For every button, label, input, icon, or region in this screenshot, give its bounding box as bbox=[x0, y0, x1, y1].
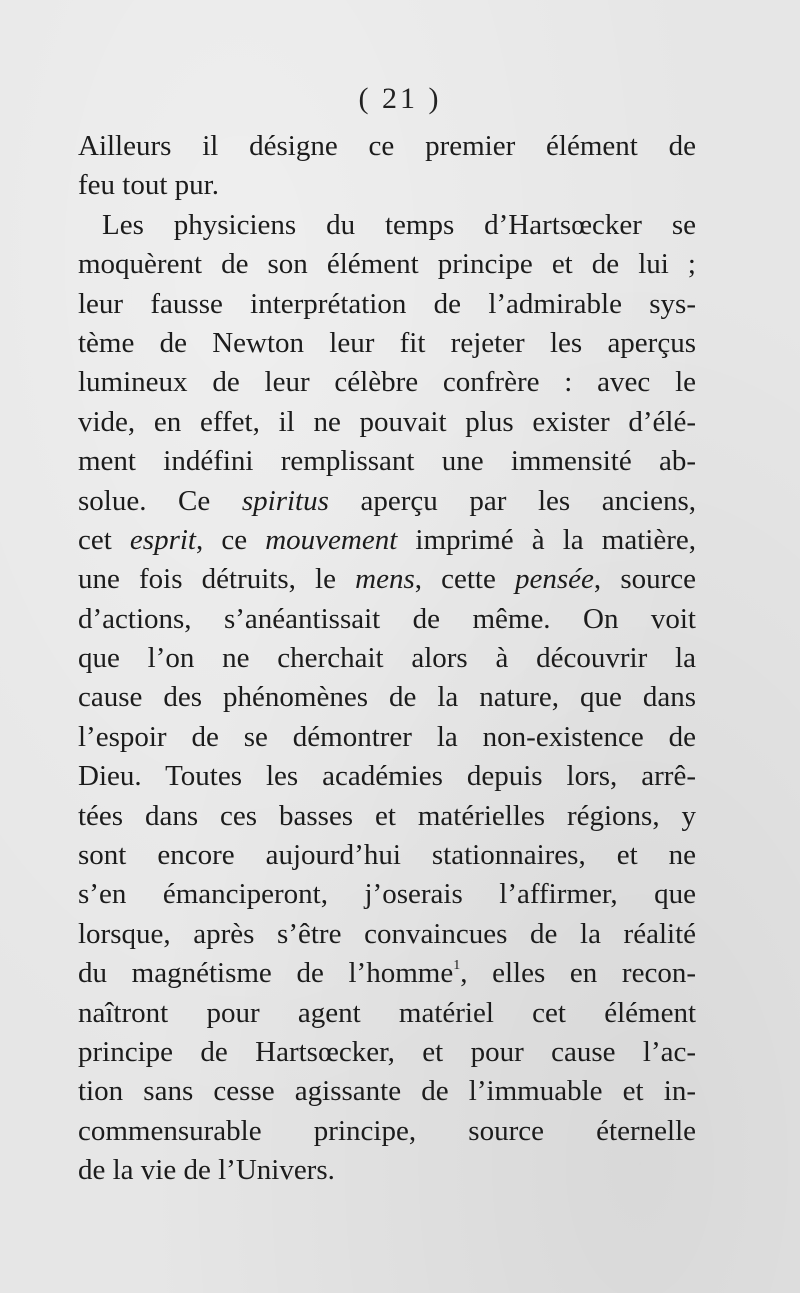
text-line: principe de Hartsœcker, et pour cause l’ac- bbox=[78, 1035, 696, 1068]
text-line: tées dans ces basses et matérielles régions, y bbox=[78, 799, 696, 832]
text-line: d’actions, s’anéantissait de même. On voit bbox=[78, 602, 696, 635]
text-line: feu tout pur. bbox=[78, 169, 219, 202]
body-text bbox=[78, 127, 696, 1191]
text-line: Les physiciens du temps d’Hartsœcker se bbox=[102, 208, 696, 241]
text-line: vide, en effet, il ne pouvait plus exister d’élé- bbox=[78, 405, 696, 438]
footnote-marker: 1 bbox=[453, 958, 461, 974]
text-line: Dieu. Toutes les académies depuis lors, arrê- bbox=[78, 760, 696, 793]
italic-term: spiritus bbox=[241, 484, 329, 517]
text-line: tème de Newton leur fit rejeter les aperçus bbox=[78, 326, 696, 359]
text-line: lorsque, après s’être convaincues de la réalité bbox=[78, 917, 696, 950]
text-line: solue. Ce spiritus aperçu par les anciens, bbox=[78, 484, 696, 517]
text-line: l’espoir de se démontrer la non-existence de bbox=[78, 720, 696, 753]
italic-term: pensée bbox=[515, 563, 594, 596]
text-line: lumineux de leur célèbre confrère : avec le bbox=[78, 366, 696, 399]
text-line: cet esprit, ce mouvement imprimé à la matière, bbox=[78, 523, 696, 556]
text-line: commensurable principe, source éternelle bbox=[78, 1114, 696, 1147]
text-line: naîtront pour agent matériel cet élément bbox=[78, 996, 696, 1029]
text-line: Ailleurs il désigne ce premier élément de bbox=[78, 130, 696, 162]
italic-term: mens bbox=[355, 563, 415, 596]
text-line: de la vie de l’Univers. bbox=[78, 1154, 335, 1187]
text-line: du magnétisme de l’homme$^1$, elles en recon- bbox=[78, 957, 696, 990]
text-line: tion sans cesse agissante de l’immuable et in- bbox=[78, 1075, 696, 1108]
text-line: que l’on ne cherchait alors à découvrir la bbox=[78, 642, 696, 675]
text-line: s’en émanciperont, j’oserais l’affirmer, que bbox=[78, 878, 696, 911]
italic-term: mouvement bbox=[265, 523, 398, 556]
text-line: sont encore aujourd’hui stationnaires, et ne bbox=[78, 839, 696, 872]
text-line: une fois détruits, le mens, cette pensée, source bbox=[78, 563, 696, 596]
text-line: cause des phénomènes de la nature, que dans bbox=[78, 681, 696, 714]
text-line: leur fausse interprétation de l’admirable sys- bbox=[78, 287, 696, 320]
text-line: ment indéfini remplissant une immensité ab- bbox=[78, 445, 696, 478]
italic-term: esprit bbox=[129, 523, 196, 556]
page-number: ( 21 ) bbox=[358, 82, 442, 115]
text-line: moquèrent de son élément principe et de lui ; bbox=[78, 248, 696, 281]
